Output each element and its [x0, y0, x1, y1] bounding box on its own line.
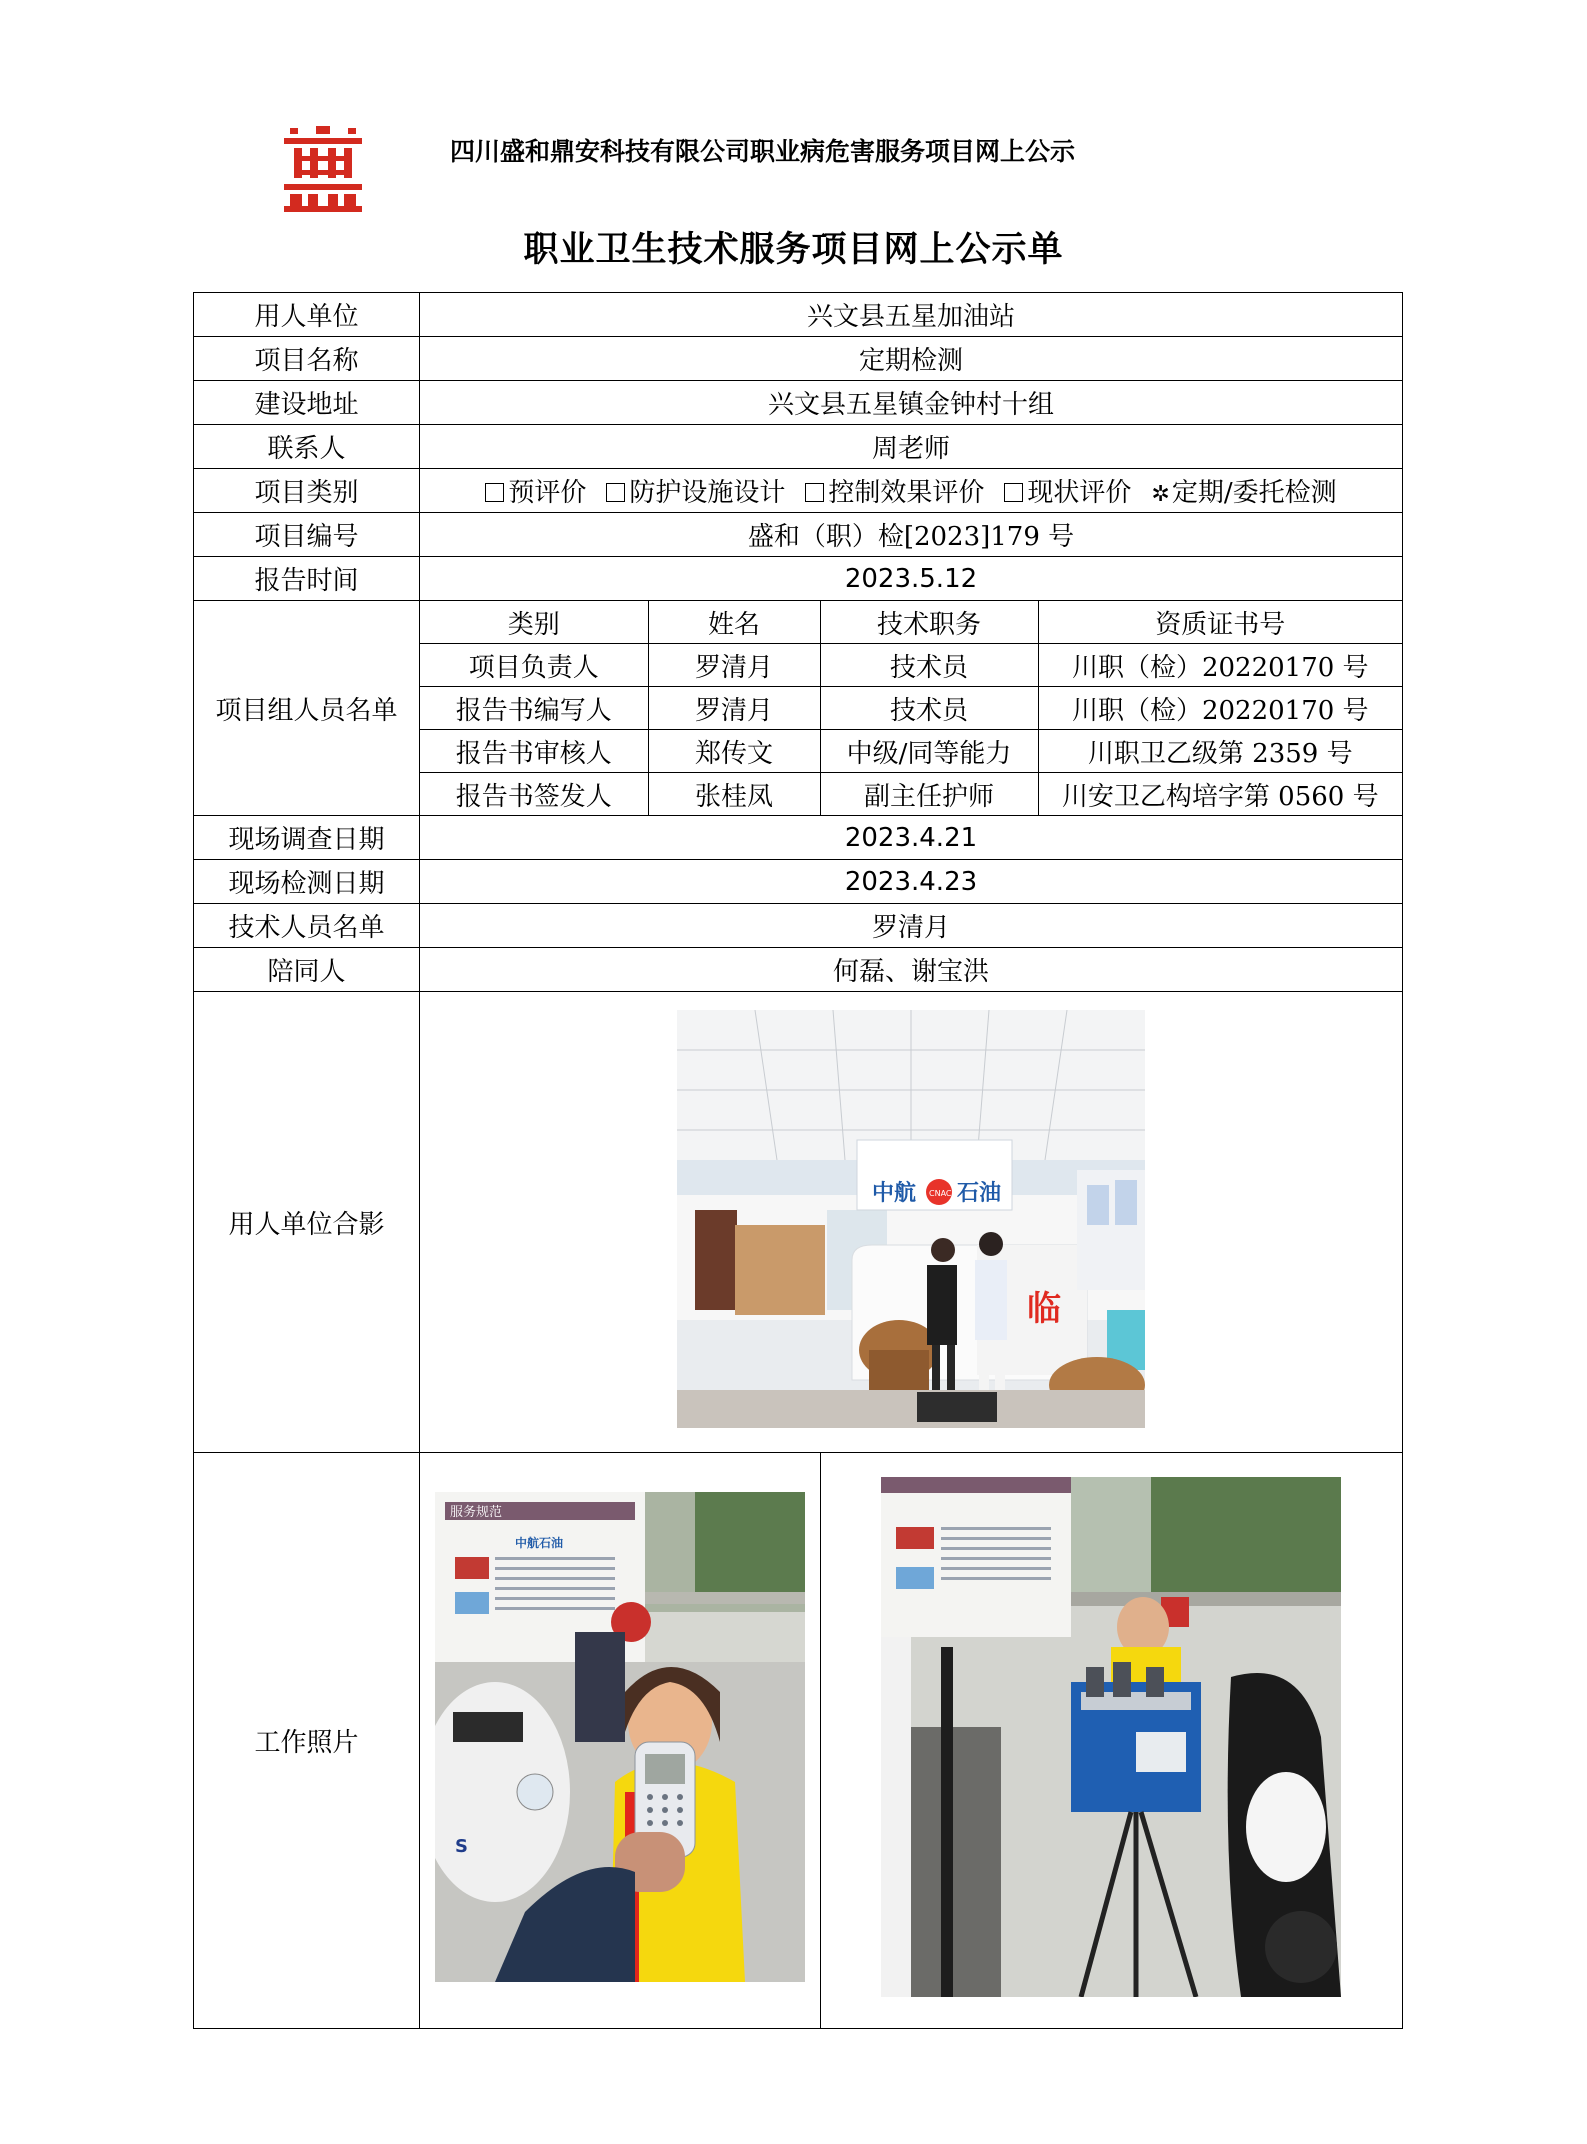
member-role: 报告书签发人	[420, 773, 648, 816]
group-photo-cell	[420, 992, 1403, 1453]
member-cert: 川职卫乙级第 2359 号	[1038, 730, 1402, 773]
report-time-label: 报告时间	[194, 557, 420, 601]
work-photo-sampler	[881, 1477, 1341, 1997]
sign-left-text: 中航	[872, 1180, 917, 1206]
page-header	[280, 120, 1380, 220]
project-name-value: 定期检测	[420, 337, 1403, 381]
company-logo-icon	[280, 126, 366, 212]
contact-value: 周老师	[420, 425, 1403, 469]
companions-value: 何磊、谢宝洪	[420, 948, 1403, 992]
category-label: 项目类别	[194, 469, 420, 513]
member-cert: 川安卫乙构培字第 0560 号	[1038, 773, 1402, 816]
member-title: 技术员	[820, 687, 1038, 730]
row-address	[194, 381, 1403, 425]
member-cert: 川职（检）20220170 号	[1038, 687, 1402, 730]
row-work-photos	[194, 1453, 1403, 2029]
team-table	[420, 601, 1402, 815]
counter-text: 临	[1027, 1288, 1061, 1329]
category-option: 现状评价	[1004, 472, 1131, 509]
work-photos-table	[420, 1453, 1402, 2028]
member-role: 报告书编写人	[420, 687, 648, 730]
row-project-no	[194, 513, 1403, 557]
companions-label: 陪同人	[194, 948, 420, 992]
row-team	[194, 601, 1403, 816]
row-technicians	[194, 904, 1403, 948]
row-report-time	[194, 557, 1403, 601]
address-label: 建设地址	[194, 381, 420, 425]
disclosure-table	[193, 292, 1403, 2029]
work-photo-cell	[420, 1453, 820, 2028]
team-member-row	[420, 773, 1402, 816]
selected-gear-icon: ✲	[1151, 482, 1170, 507]
row-group-photo	[194, 992, 1403, 1453]
test-date-value: 2023.4.23	[420, 860, 1403, 904]
row-contact	[194, 425, 1403, 469]
team-cell	[420, 601, 1403, 816]
group-photo-image	[677, 1010, 1145, 1428]
member-name: 郑传文	[648, 730, 820, 773]
member-name: 张桂凤	[648, 773, 820, 816]
team-member-row	[420, 730, 1402, 773]
technicians-value: 罗清月	[420, 904, 1403, 948]
project-no-value: 盛和（职）检[2023]179 号	[420, 513, 1403, 557]
member-role: 项目负责人	[420, 644, 648, 687]
member-title: 技术员	[820, 644, 1038, 687]
employer-label: 用人单位	[194, 293, 420, 337]
contact-label: 联系人	[194, 425, 420, 469]
board-header-text: 服务规范	[449, 1505, 502, 1520]
svg-text:S: S	[454, 1836, 468, 1857]
team-header: 资质证书号	[1038, 601, 1402, 644]
project-no-label: 项目编号	[194, 513, 420, 557]
member-name: 罗清月	[648, 687, 820, 730]
category-options	[420, 469, 1403, 513]
row-test-date	[194, 860, 1403, 904]
row-project-name	[194, 337, 1403, 381]
document-title: 职业卫生技术服务项目网上公示单	[523, 230, 1064, 270]
survey-date-value: 2023.4.21	[420, 816, 1403, 860]
row-category	[194, 469, 1403, 513]
checkbox-empty-icon	[606, 483, 625, 502]
address-value: 兴文县五星镇金钟村十组	[420, 381, 1403, 425]
work-photo-sound-meter	[435, 1492, 805, 1982]
row-survey-date	[194, 816, 1403, 860]
checkbox-empty-icon	[805, 483, 824, 502]
team-member-row	[420, 687, 1402, 730]
employer-value: 兴文县五星加油站	[420, 293, 1403, 337]
test-date-label: 现场检测日期	[194, 860, 420, 904]
sign-right-text: 石油	[957, 1180, 1002, 1206]
member-role: 报告书审核人	[420, 730, 648, 773]
team-label: 项目组人员名单	[194, 601, 420, 816]
team-member-row	[420, 644, 1402, 687]
group-photo-label: 用人单位合影	[194, 992, 420, 1453]
work-photos-row	[420, 1453, 1402, 2028]
category-option-selected: ✲定期/委托检测	[1151, 478, 1337, 508]
team-header: 姓名	[648, 601, 820, 644]
team-header: 技术职务	[820, 601, 1038, 644]
work-photos-cell	[420, 1453, 1403, 2029]
sign-badge-text: CNAC	[929, 1188, 952, 1198]
technicians-label: 技术人员名单	[194, 904, 420, 948]
member-title: 中级/同等能力	[820, 730, 1038, 773]
member-name: 罗清月	[648, 644, 820, 687]
member-cert: 川职（检）20220170 号	[1038, 644, 1402, 687]
project-name-label: 项目名称	[194, 337, 420, 381]
row-employer	[194, 293, 1403, 337]
team-header: 类别	[420, 601, 648, 644]
company-header-text: 四川盛和鼎安科技有限公司职业病危害服务项目网上公示	[450, 137, 1076, 166]
survey-date-label: 现场调查日期	[194, 816, 420, 860]
category-option: 控制效果评价	[805, 472, 984, 509]
work-photo-cell	[820, 1453, 1402, 2028]
board-title-text: 中航石油	[514, 1536, 563, 1550]
checkbox-empty-icon	[485, 483, 504, 502]
checkbox-empty-icon	[1004, 483, 1023, 502]
member-title: 副主任护师	[820, 773, 1038, 816]
report-time-value: 2023.5.12	[420, 557, 1403, 601]
work-photos-label: 工作照片	[194, 1453, 420, 2029]
team-header-row	[420, 601, 1402, 644]
category-option: 防护设施设计	[606, 472, 785, 509]
row-companions	[194, 948, 1403, 992]
category-option: 预评价	[485, 472, 586, 509]
